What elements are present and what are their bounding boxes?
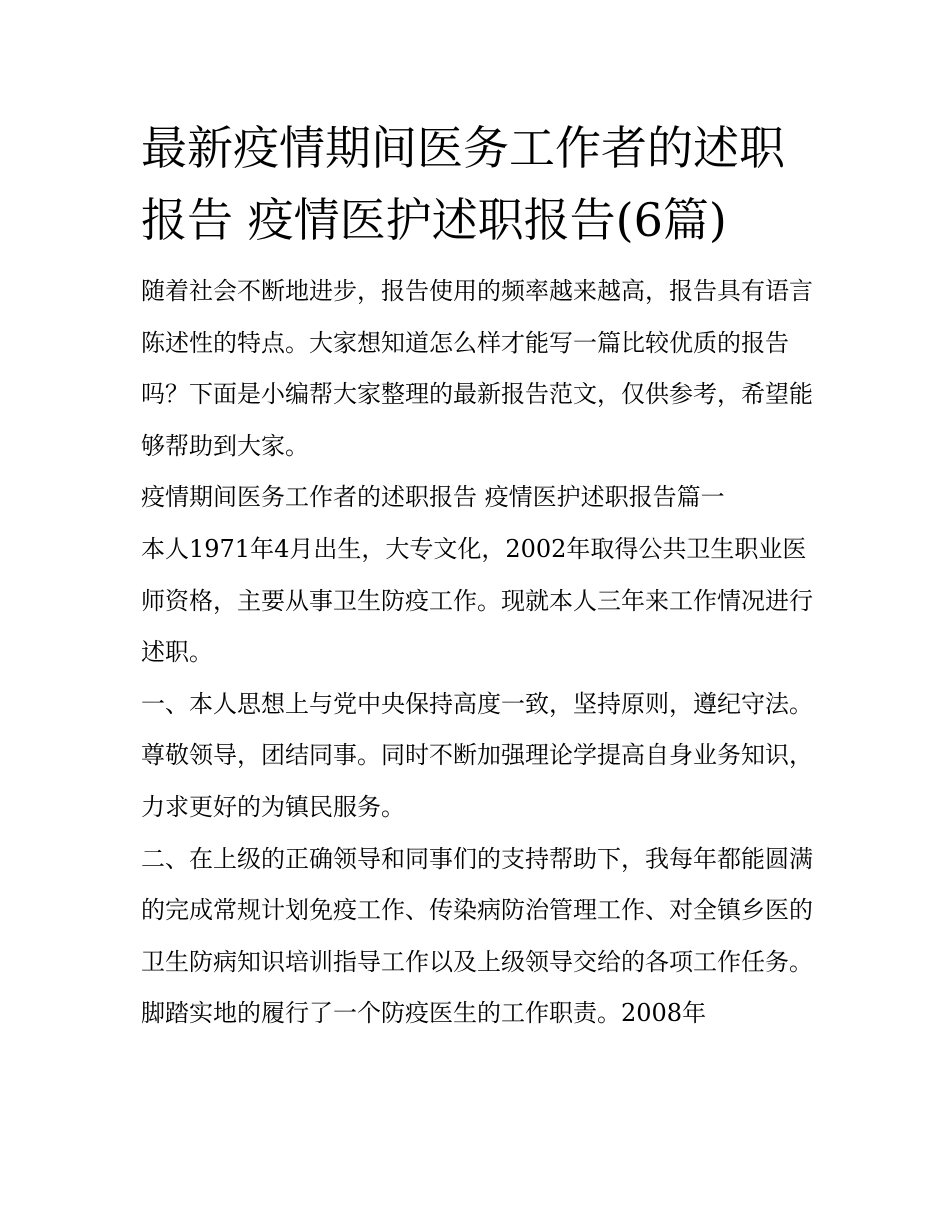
document-title: 最新疫情期间医务工作者的述职报告 疫情医护述职报告(6篇) bbox=[141, 121, 785, 247]
body-paragraph: 二、在上级的正确领导和同事们的支持帮助下，我每年都能圆满的完成常规计划免疫工作、传染病防治管理工作、对全镇乡医的卫生防病知识培训指导工作以及上级领导交给的各项工作任务。脚踏实地的履行了一个防疫医生的工作职责。2008年 bbox=[141, 844, 813, 1028]
document-body bbox=[141, 266, 813, 1040]
section-heading: 疫情期间医务工作者的述职报告 疫情医护述职报告篇一 bbox=[141, 483, 725, 512]
body-paragraph: 本人1971年4月出生，大专文化，2002年取得公共卫生职业医师资格，主要从事卫生防疫工作。现就本人三年来工作情况进行述职。 bbox=[141, 534, 813, 667]
intro-paragraph: 随着社会不断地进步，报告使用的频率越来越高，报告具有语言陈述性的特点。大家想知道怎么样才能写一篇比较优质的报告吗？下面是小编帮大家整理的最新报告范文，仅供参考，希望能够帮助到大家。 bbox=[141, 277, 813, 460]
body-paragraph: 一、本人思想上与党中央保持高度一致，坚持原则，遵纪守法。尊敬领导，团结同事。同时不断加强理论学提高自身业务知识，力求更好的为镇民服务。 bbox=[141, 689, 813, 821]
document-page bbox=[141, 112, 813, 1040]
